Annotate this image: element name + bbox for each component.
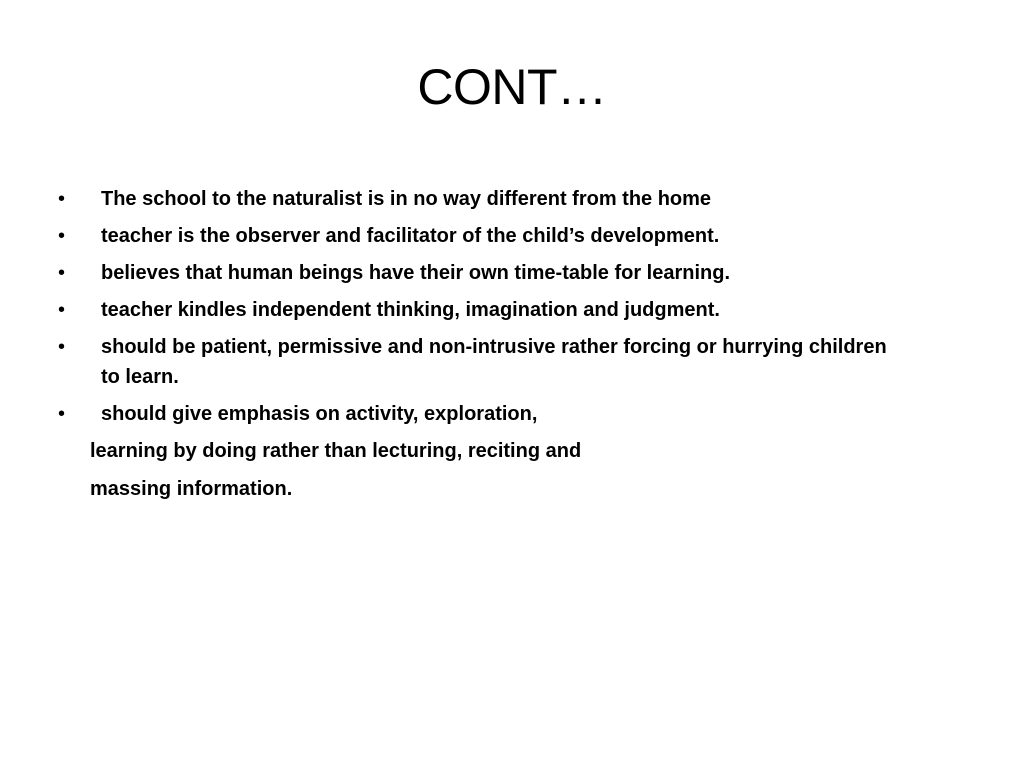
- bullet-text: teacher is the observer and facilitator of the child’s development.: [101, 225, 720, 247]
- bullet-text: believes that human beings have their own time-table for learning.: [101, 262, 731, 284]
- bullet-icon: •: [58, 299, 66, 321]
- bullet-item: [58, 295, 958, 325]
- bullet-icon: •: [58, 336, 66, 358]
- bullet-item: [58, 332, 901, 392]
- continuation-line: learning by doing rather than lecturing, reciting and: [90, 440, 582, 462]
- slide-title: CONT…: [417, 59, 607, 115]
- bullet-item: [58, 258, 958, 288]
- bullet-icon: •: [58, 262, 66, 284]
- continuation-line: massing information.: [90, 478, 293, 500]
- bullet-item: [58, 184, 958, 214]
- bullet-icon: •: [58, 188, 66, 210]
- bullet-item: [58, 399, 958, 429]
- bullet-icon: •: [58, 403, 66, 425]
- bullet-text: The school to the naturalist is in no way different from the home: [101, 188, 712, 210]
- bullet-text: should be patient, permissive and non-intrusive rather forcing or hurrying children to learn.: [101, 336, 887, 388]
- bullet-text: should give emphasis on activity, exploration,: [101, 403, 538, 425]
- bullet-list: [58, 184, 958, 436]
- bullet-text: teacher kindles independent thinking, imagination and judgment.: [101, 299, 720, 321]
- bullet-item: [58, 221, 958, 251]
- bullet-icon: •: [58, 225, 66, 247]
